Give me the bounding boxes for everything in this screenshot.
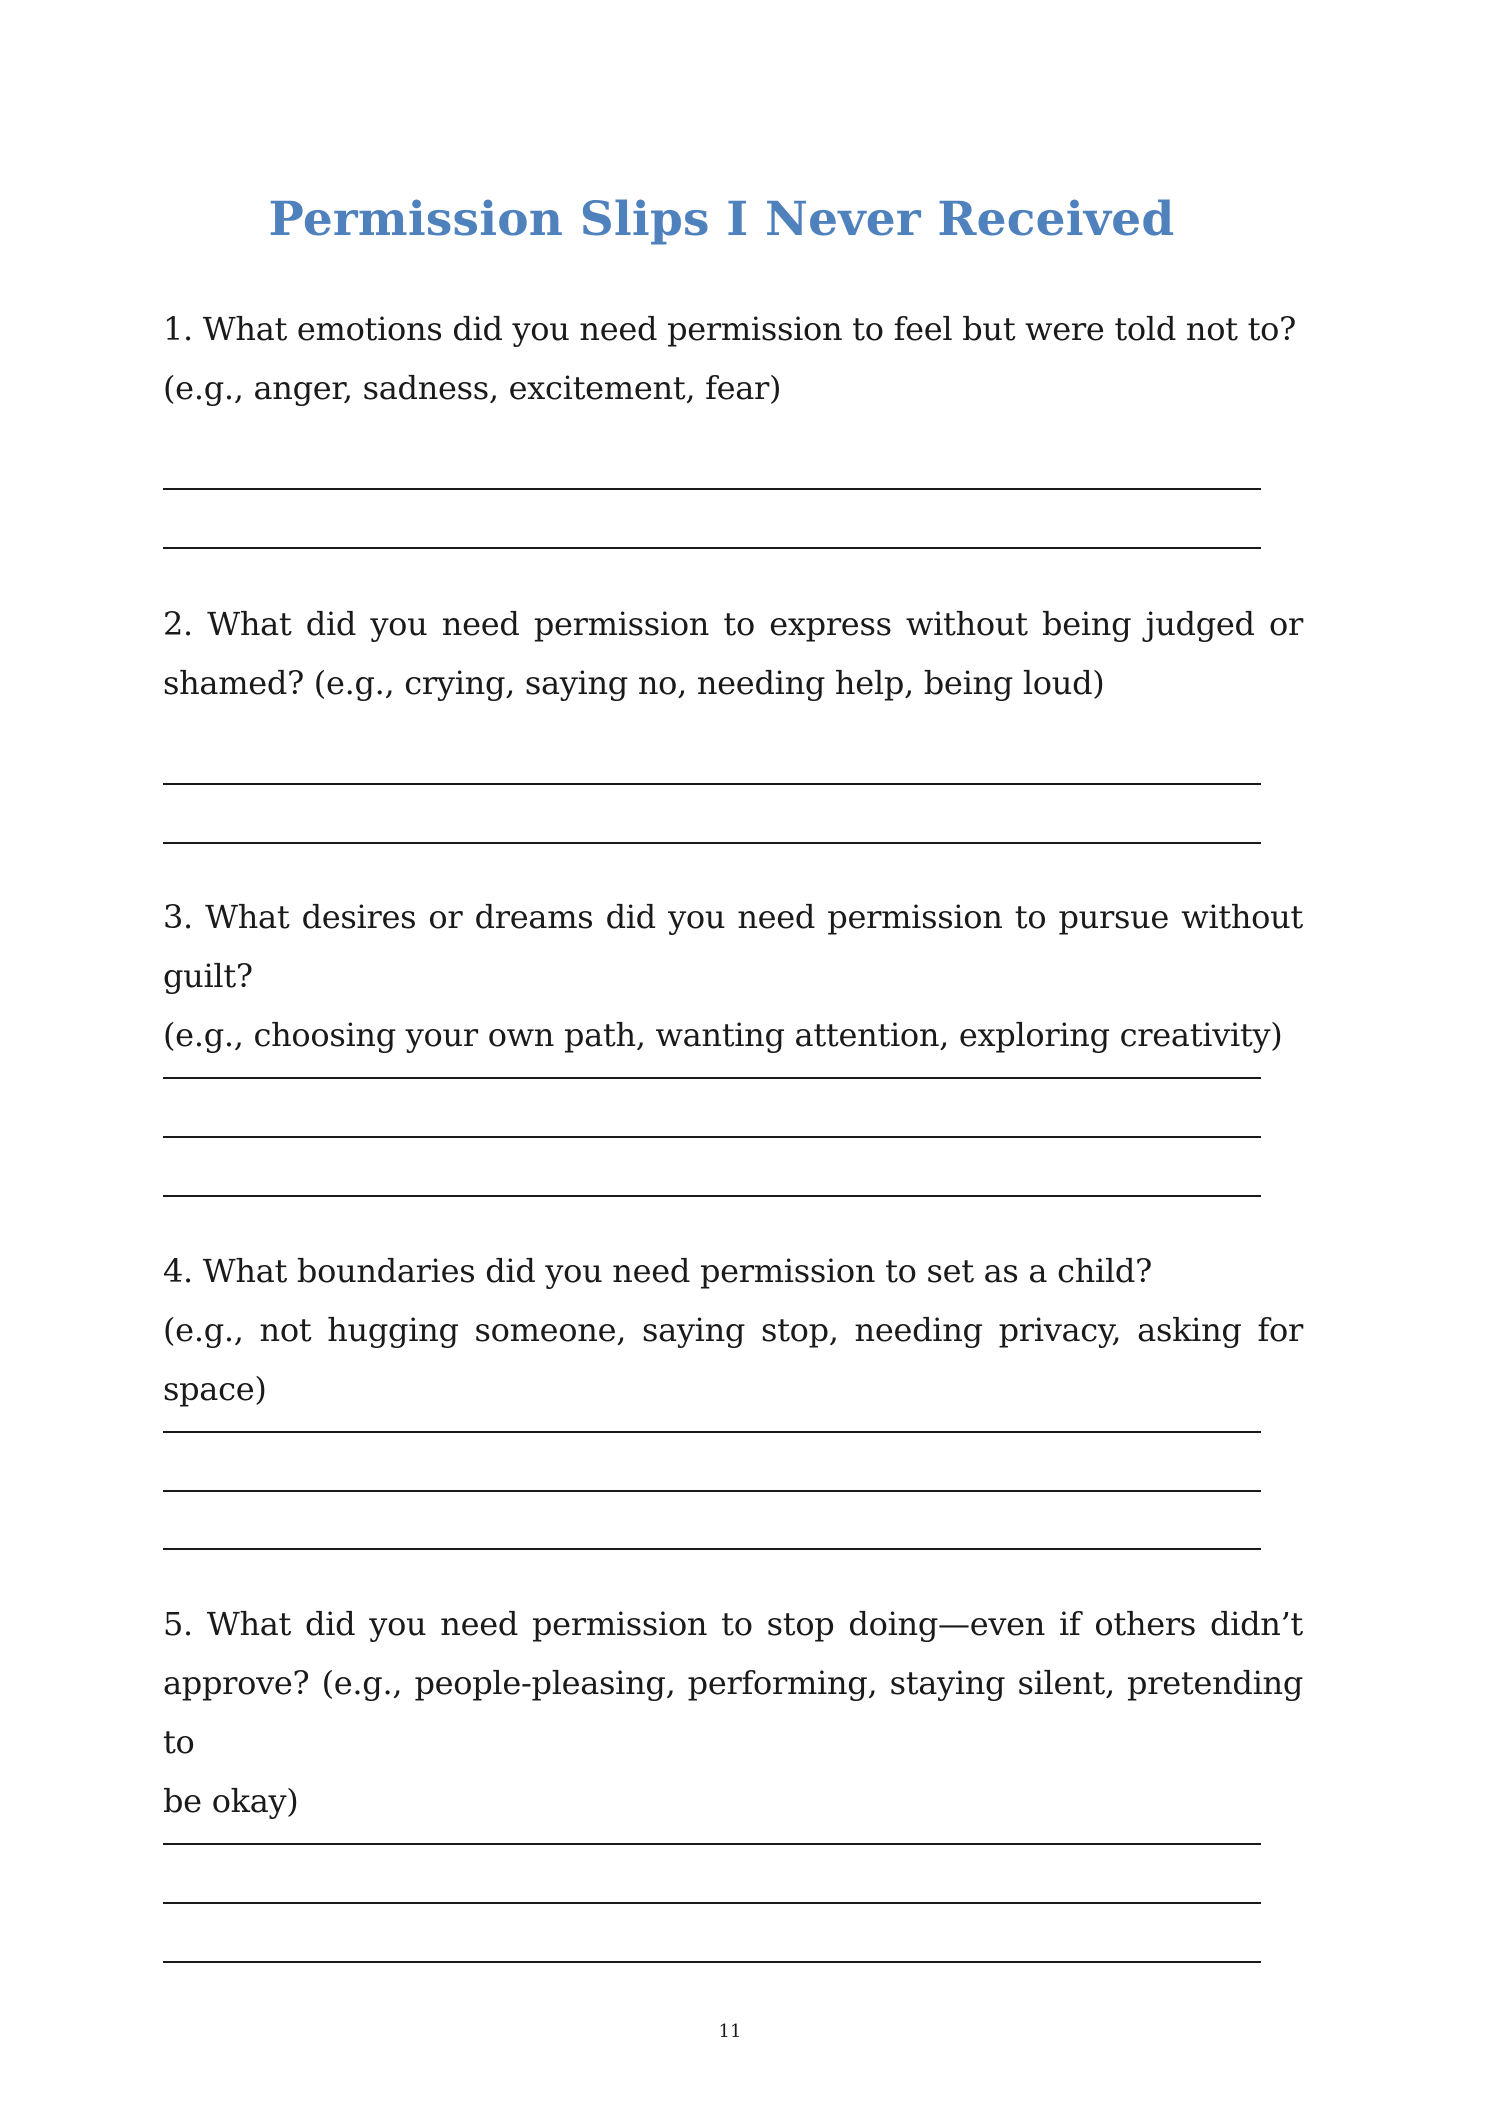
answer-line[interactable] [163, 1136, 1261, 1138]
question-1 [163, 300, 1303, 418]
question-1-line-2: (e.g., anger, sadness, excitement, fear) [163, 369, 782, 407]
answer-line[interactable] [163, 783, 1261, 785]
question-3-line-1: 3. What desires or dreams did you need permission to pursue without guilt? [163, 898, 1303, 995]
question-5-line-1: 5. What did you need permission to stop doing—even if others didn’t [163, 1605, 1303, 1643]
answer-line[interactable] [163, 547, 1261, 549]
question-4 [163, 1242, 1303, 1419]
answer-line[interactable] [163, 1431, 1261, 1433]
question-4-line-2: (e.g., not hugging someone, saying stop, needing privacy, asking for space) [163, 1311, 1303, 1408]
question-5-line-2: approve? (e.g., people-pleasing, performing, staying silent, pretending to [163, 1664, 1303, 1761]
answer-line[interactable] [163, 1548, 1261, 1550]
question-2 [163, 595, 1303, 713]
answer-line[interactable] [163, 1843, 1261, 1845]
question-2-line-2: shamed? (e.g., crying, saying no, needing help, being loud) [163, 664, 1105, 702]
question-5 [163, 1595, 1303, 1831]
question-1-line-1: 1. What emotions did you need permission to feel but were told not to? [163, 310, 1296, 348]
answer-line[interactable] [163, 1902, 1261, 1904]
question-4-line-1: 4. What boundaries did you need permission to set as a child? [163, 1252, 1152, 1290]
question-3 [163, 888, 1303, 1065]
page-number: 11 [718, 2021, 742, 2042]
question-3-line-2: (e.g., choosing your own path, wanting attention, exploring creativity) [163, 1016, 1283, 1054]
answer-line[interactable] [163, 1195, 1261, 1197]
question-2-line-1: 2. What did you need permission to express without being judged or [163, 605, 1303, 643]
answer-line[interactable] [163, 1077, 1261, 1079]
answer-line[interactable] [163, 488, 1261, 490]
answer-line[interactable] [163, 1961, 1261, 1963]
answer-line[interactable] [163, 1490, 1261, 1492]
page-title: Permission Slips I Never Received [268, 192, 1175, 247]
answer-line[interactable] [163, 842, 1261, 844]
question-5-line-3: be okay) [163, 1782, 299, 1820]
